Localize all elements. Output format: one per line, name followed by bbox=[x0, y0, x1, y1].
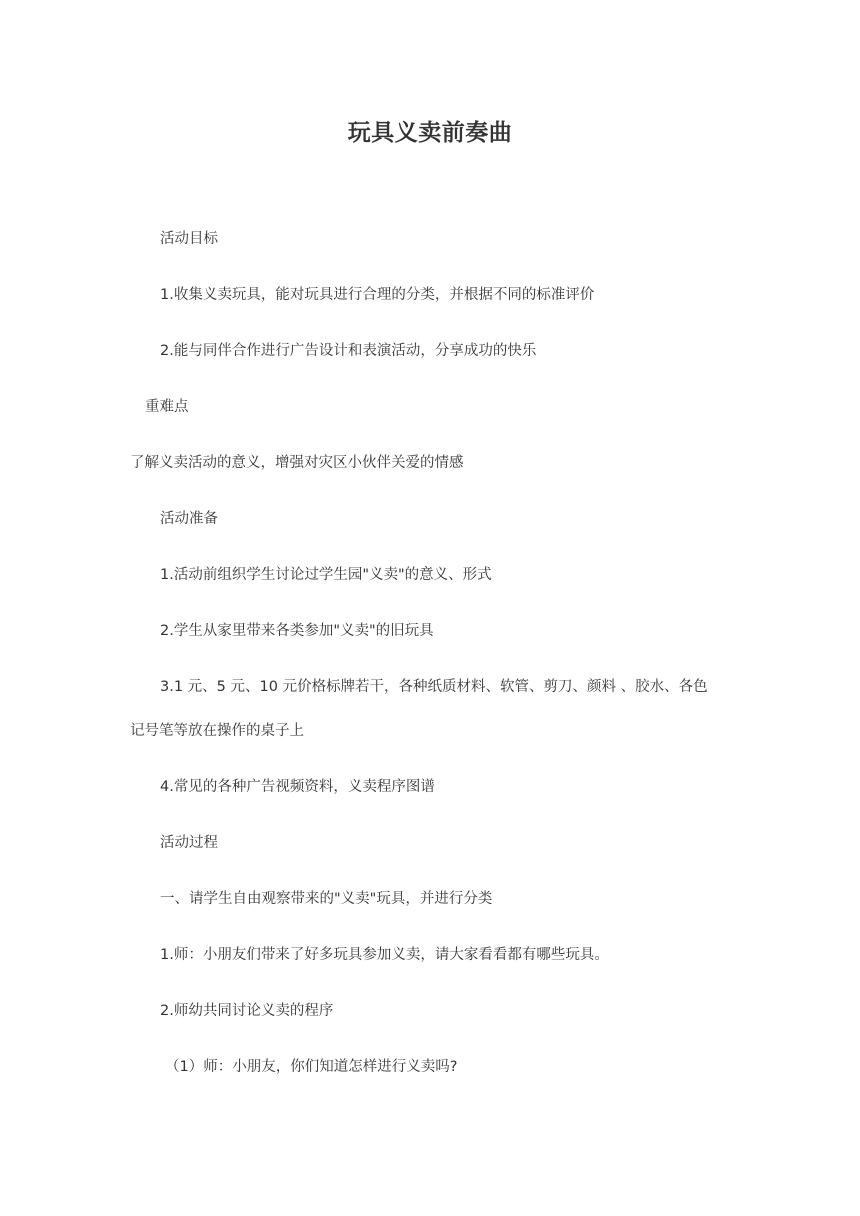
process-step-1-2-1: （1）师：小朋友，你们知道怎样进行义卖吗? bbox=[165, 1059, 458, 1075]
key-point-text: 了解义卖活动的意义，增强对灾区小伙伴关爱的情感 bbox=[130, 455, 464, 471]
section-heading-goals: 活动目标 bbox=[160, 231, 218, 247]
prep-item-2: 2.学生从家里带来各类参加"义卖"的旧玩具 bbox=[160, 623, 434, 639]
process-step-1-2: 2.师幼共同讨论义卖的程序 bbox=[160, 1003, 334, 1019]
prep-item-3-line-1: 3.1 元、5 元、10 元价格标牌若干，各种纸质材料、软管、剪刀、颜料 、胶水、各色 bbox=[160, 679, 708, 695]
process-step-1-1: 1.师：小朋友们带来了好多玩具参加义卖，请大家看看都有哪些玩具。 bbox=[160, 947, 609, 963]
document-title: 玩具义卖前奏曲 bbox=[347, 120, 513, 146]
goal-item-1: 1.收集义卖玩具，能对玩具进行合理的分类，并根据不同的标准评价 bbox=[160, 287, 595, 303]
prep-item-3-line-2: 记号笔等放在操作的桌子上 bbox=[130, 723, 304, 739]
prep-item-1: 1.活动前组织学生讨论过学生园"义卖"的意义、形式 bbox=[160, 567, 492, 583]
prep-item-4: 4.常见的各种广告视频资料，义卖程序图谱 bbox=[160, 779, 435, 795]
process-step-1: 一、请学生自由观察带来的"义卖"玩具，并进行分类 bbox=[160, 891, 493, 907]
section-heading-key-points: 重难点 bbox=[145, 399, 189, 415]
section-heading-preparation: 活动准备 bbox=[160, 511, 218, 527]
goal-item-2: 2.能与同伴合作进行广告设计和表演活动，分享成功的快乐 bbox=[160, 343, 537, 359]
section-heading-process: 活动过程 bbox=[160, 835, 218, 851]
